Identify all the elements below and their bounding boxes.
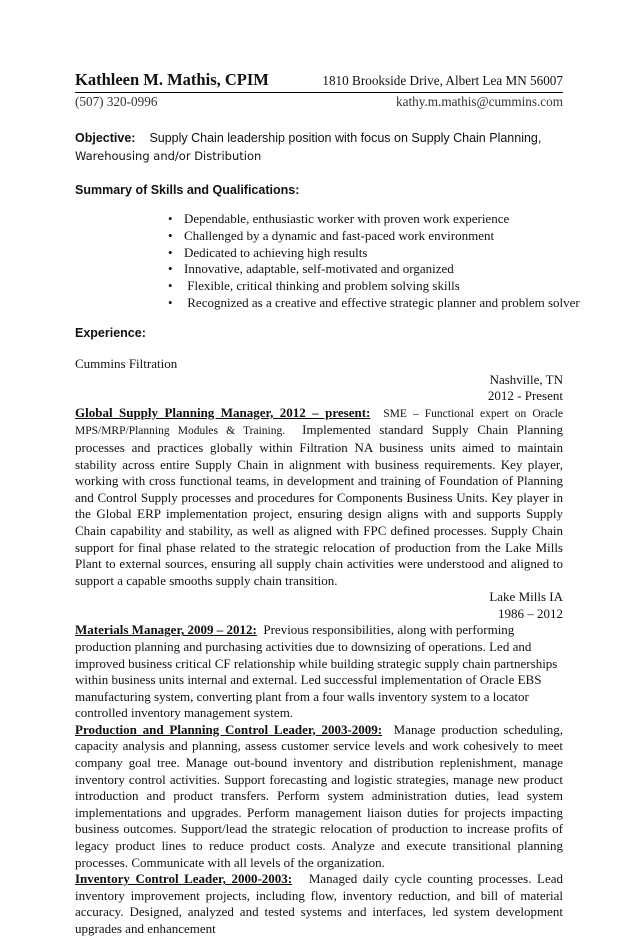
header-row xyxy=(75,70,563,90)
list-item: • Recognized as a creative and effective strategic planner and problem solver xyxy=(168,295,563,312)
email-address: kathy.m.mathis@cummins.com xyxy=(396,94,563,109)
location-lake-mills: Lake Mills IA xyxy=(489,589,563,605)
list-item: • Dependable, enthusiastic worker with proven work experience xyxy=(168,211,563,228)
job-title: Inventory Control Leader, 2000-2003: xyxy=(75,871,293,887)
list-item: • Dedicated to achieving high results xyxy=(168,245,563,262)
objective-label: Objective: xyxy=(75,131,136,145)
dates-nashville: 2012 - Present xyxy=(487,388,563,404)
job-description: Managed daily cycle counting processes. Lead inventory improvement projects, including flow, inventory reduction, and bill of material accuracy. Designed, analyzed and tested systems and interfaces, led system development upgrades and enhancement xyxy=(75,871,564,936)
contact-row xyxy=(75,94,563,110)
skills-list xyxy=(75,211,580,312)
job-entry-global-supply-planning xyxy=(75,405,563,590)
job-description: Manage production scheduling, capacity analysis and planning, assess customer service levels and work cohesively to meet company goal tree. Manage out-bound inventory and distribution replenishment, manage inventory control activities. Support forecasting and logistic strategies, manage new product introduction and product transfers. Perform system administration duties, lead system implementations and upgrades. Perform management liaison duties for projects impacting business outcomes. Support/lead the strategic relocation of production to increase profits of legacy product lines to reduce product costs. Analyze and execute transitional planning processes. Communicate with all levels of the organization. xyxy=(75,721,563,870)
mailing-address: 1810 Brookside Drive, Albert Lea MN 56007 xyxy=(322,73,563,88)
objective-section xyxy=(75,129,563,165)
summary-heading: Summary of Skills and Qualifications: xyxy=(75,183,300,197)
phone-number: (507) 320-0996 xyxy=(75,94,158,109)
job-entry-materials-manager xyxy=(75,622,563,722)
list-item: • Innovative, adaptable, self-motivated and organized xyxy=(168,261,563,278)
location-nashville: Nashville, TN xyxy=(489,371,563,387)
job-title: Global Supply Planning Manager, 2012 – present: xyxy=(75,404,371,420)
job-description: Previous responsibilities, along with performing production planning and purchasing activities due to downsizing of operations. Led and improved business critical CF relationship while building strategic supply chain partnerships within business units internal and external. Led successful implementation of Oracle EBS manufacturing system, converting plant from a four walls inventory system to a locator controlled inventory management system. xyxy=(75,622,558,721)
experience-heading: Experience: xyxy=(75,325,146,340)
job-title: Production and Planning Control Leader, 2003-2009: xyxy=(75,721,383,737)
job-entry-inventory-control xyxy=(75,871,563,937)
list-item: • Challenged by a dynamic and fast-paced work environment xyxy=(168,228,563,245)
job-entry-production-planning xyxy=(75,722,563,871)
resume-page xyxy=(75,70,580,938)
objective-text-continued: Warehousing and/or Distribution xyxy=(75,149,262,163)
objective-text: Supply Chain leadership position with focus on Supply Chain Planning, xyxy=(149,131,542,145)
job-sme-note: SME – Functional expert on Oracle MPS/MRP/Planning Modules & Training. xyxy=(75,407,564,438)
job-title: Materials Manager, 2009 – 2012: xyxy=(75,622,257,638)
dates-lake-mills: 1986 – 2012 xyxy=(498,605,563,621)
job-description: Implemented standard Supply Chain Planning processes and practices globally within Filtration NA business units aimed to maintain stability across entire Supply Chain in alignment with business requirements. Key player, working with cross functional teams, in development and training of Foundation of Planning and Control Supply processes and procedures for Components Business Units. Key player in the Global ERP implementation project, ensuring design aligns with and supports Supply Chain capability and stability, as well as aligned with FPC defined processes. Supply Chain support for final phase related to the strategic relocation of production from the Lake Mills Plant to external sources, ensuring all supply chain activities were understood and aligned to support a capable smooths supply chain transition. xyxy=(75,422,563,588)
header-divider xyxy=(75,92,563,93)
company-name: Cummins Filtration xyxy=(75,355,178,371)
applicant-name: Kathleen M. Mathis, CPIM xyxy=(75,70,269,89)
list-item: • Flexible, critical thinking and problem solving skills xyxy=(168,278,563,295)
